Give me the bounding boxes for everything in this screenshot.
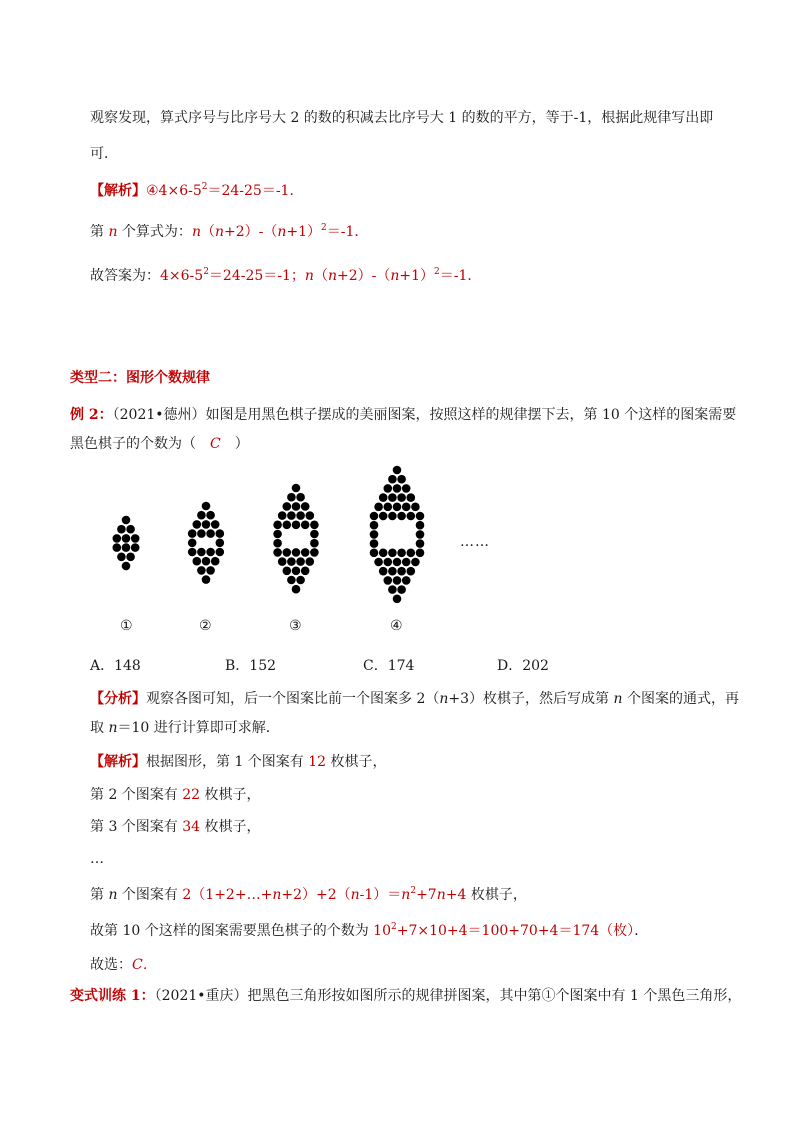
chess-piece-pattern-3 [292, 548, 301, 557]
chess-piece-pattern-4 [370, 521, 379, 530]
chess-piece-pattern-3 [287, 511, 296, 520]
chess-piece-pattern-4 [379, 567, 388, 576]
chess-piece-pattern-1 [122, 534, 131, 543]
chess-piece-pattern-2 [211, 557, 220, 566]
chess-piece-pattern-1 [131, 543, 140, 552]
chess-piece-pattern-3 [296, 557, 305, 566]
chess-piece-pattern-2 [188, 539, 197, 548]
chess-piece-pattern-3 [301, 567, 310, 576]
chess-piece-pattern-4 [397, 585, 406, 594]
chess-piece-pattern-3 [273, 539, 282, 548]
chess-pattern-figure [80, 430, 520, 630]
chess-piece-pattern-4 [416, 512, 425, 521]
chess-piece-pattern-3 [283, 548, 292, 557]
chess-piece-pattern-4 [384, 558, 393, 567]
chess-piece-pattern-4 [411, 558, 420, 567]
chess-piece-pattern-4 [388, 549, 397, 558]
choose-line: 故选：C． [90, 957, 157, 973]
chess-piece-pattern-3 [273, 521, 282, 530]
chess-piece-pattern-3 [306, 511, 315, 520]
chess-piece-pattern-4 [388, 585, 397, 594]
chess-piece-pattern-3 [273, 530, 282, 539]
chess-piece-pattern-3 [310, 530, 319, 539]
chess-piece-pattern-4 [374, 558, 383, 567]
fenxi-line-2: 取 n＝10 进行计算即可求解． [90, 720, 280, 736]
chess-piece-pattern-1 [113, 534, 122, 543]
observe-line-1: 观察发现，算式序号与比序号大 2 的数的积减去比序号大 1 的数的平方，等于-1，根据此规律写出即 [90, 110, 714, 126]
chess-piece-pattern-3 [283, 502, 292, 511]
chess-piece-pattern-3 [283, 521, 292, 530]
chess-piece-pattern-3 [287, 576, 296, 585]
figure-ellipsis: …… [460, 534, 490, 550]
chess-piece-pattern-4 [397, 493, 406, 502]
chess-piece-pattern-4 [407, 512, 416, 521]
final-line: 故第 10 个这样的图案需要黑色棋子的个数为 $10^2+7\times 10+4=100+70+4=174$（枚）． [90, 922, 649, 939]
chess-piece-pattern-4 [370, 539, 379, 548]
second-pattern-line: 第 2 个图案有 22 枚棋子， [90, 787, 261, 803]
chess-piece-pattern-3 [278, 557, 287, 566]
variant-label: 变式训练 1： [70, 988, 155, 1004]
chess-piece-pattern-3 [273, 548, 282, 557]
chess-piece-pattern-2 [202, 557, 211, 566]
option-d: D．202 [497, 658, 549, 674]
chess-piece-pattern-1 [126, 525, 135, 534]
chess-piece-pattern-3 [292, 585, 301, 594]
chess-piece-pattern-2 [197, 548, 206, 557]
chess-piece-pattern-2 [188, 529, 197, 538]
chess-piece-pattern-4 [393, 484, 402, 493]
chess-piece-pattern-3 [292, 502, 301, 511]
chess-piece-pattern-2 [197, 511, 206, 520]
chess-piece-pattern-2 [188, 548, 197, 557]
chess-piece-pattern-4 [384, 484, 393, 493]
chess-piece-pattern-2 [216, 529, 225, 538]
nth-formula-line: 第 n 个算式为：$n(n+2)-(n+1)^2=-1$． [90, 223, 369, 240]
chess-piece-pattern-3 [292, 521, 301, 530]
figure-label-1: ① [120, 618, 133, 634]
chess-piece-pattern-2 [206, 529, 215, 538]
figure-label-4: ④ [390, 618, 403, 634]
fenxi-line-1: 【分析】观察各图可知，后一个图案比前一个图案多 2（n+3）枚棋子，然后写成第 n 个图案的通式，再 [90, 691, 739, 707]
fenxi-tag: 【分析】 [90, 691, 146, 707]
chess-piece-pattern-4 [411, 503, 420, 512]
example-line-1: 例 2：（2021•德州）如图是用黑色棋子摆成的美丽图案，按照这样的规律摆下去，第 10 个这样的图案需要 [70, 407, 737, 423]
chess-piece-pattern-3 [306, 557, 315, 566]
chess-piece-pattern-4 [388, 475, 397, 484]
chess-piece-pattern-4 [416, 549, 425, 558]
chess-piece-pattern-2 [197, 529, 206, 538]
chess-piece-pattern-3 [310, 521, 319, 530]
chess-piece-pattern-4 [379, 549, 388, 558]
chess-piece-pattern-1 [131, 534, 140, 543]
chess-piece-pattern-3 [301, 502, 310, 511]
chess-piece-pattern-1 [122, 516, 131, 525]
chess-piece-pattern-4 [379, 493, 388, 502]
chess-piece-pattern-2 [216, 548, 225, 557]
chess-piece-pattern-3 [296, 576, 305, 585]
chess-piece-pattern-3 [310, 539, 319, 548]
chess-piece-pattern-1 [122, 543, 131, 552]
variant-line: 变式训练 1：（2021•重庆）把黑色三角形按如图所示的规律拼图案，其中第①个图案中有 1 个黑色三角形， [70, 988, 742, 1004]
option-c: C．174 [363, 658, 415, 674]
chess-piece-pattern-4 [384, 503, 393, 512]
chess-piece-pattern-4 [393, 595, 402, 604]
chess-piece-pattern-1 [122, 562, 131, 571]
chess-piece-pattern-3 [292, 484, 301, 493]
chess-piece-pattern-2 [193, 520, 202, 529]
chess-piece-pattern-2 [202, 575, 211, 584]
chess-piece-pattern-4 [393, 558, 402, 567]
chess-piece-pattern-3 [301, 548, 310, 557]
chess-piece-pattern-3 [287, 493, 296, 502]
chess-piece-pattern-4 [388, 567, 397, 576]
chess-piece-pattern-2 [216, 539, 225, 548]
chess-piece-pattern-3 [292, 567, 301, 576]
chess-piece-pattern-2 [202, 520, 211, 529]
chess-piece-pattern-3 [296, 493, 305, 502]
chess-piece-pattern-4 [416, 539, 425, 548]
chess-piece-pattern-2 [202, 502, 211, 511]
example-answer: C [210, 436, 221, 452]
chess-piece-pattern-4 [393, 466, 402, 475]
chess-piece-pattern-2 [197, 566, 206, 575]
chess-piece-pattern-1 [117, 525, 126, 534]
chess-piece-pattern-1 [113, 543, 122, 552]
chess-piece-pattern-4 [374, 503, 383, 512]
figure-label-2: ② [199, 618, 212, 634]
chess-piece-pattern-4 [370, 549, 379, 558]
chess-piece-pattern-3 [278, 511, 287, 520]
chess-piece-pattern-4 [416, 530, 425, 539]
chess-piece-pattern-3 [310, 548, 319, 557]
chess-piece-pattern-2 [206, 511, 215, 520]
answer-line: 故答案为：$4\times 6-5^2=24-25=-1$；$n(n+2)-(n+1)^2=-1$． [90, 267, 482, 284]
chess-piece-pattern-4 [397, 512, 406, 521]
chess-piece-pattern-4 [402, 558, 411, 567]
jiexi2-tag: 【解析】 [90, 754, 146, 770]
chess-piece-pattern-4 [402, 503, 411, 512]
jiexi-line: 【解析】$④4\times 6-5^2=24-25=-1$． [90, 182, 304, 199]
jiexi2-line-1: 【解析】根据图形，第 1 个图案有 12 枚棋子， [90, 754, 387, 770]
chess-piece-pattern-4 [407, 493, 416, 502]
chess-piece-pattern-4 [384, 576, 393, 585]
chess-piece-pattern-2 [206, 566, 215, 575]
jiexi-tag: 【解析】 [90, 183, 146, 199]
chess-piece-pattern-2 [193, 557, 202, 566]
example-line-2: 黑色棋子的个数为（ C ） [70, 436, 249, 452]
chess-piece-pattern-2 [211, 520, 220, 529]
chess-piece-pattern-4 [393, 576, 402, 585]
example-label: 例 2： [70, 407, 113, 423]
chess-piece-pattern-4 [407, 567, 416, 576]
chess-piece-pattern-2 [206, 548, 215, 557]
type-heading: 类型二：图形个数规律 [70, 370, 210, 386]
chess-piece-pattern-4 [407, 549, 416, 558]
chess-piece-pattern-4 [370, 530, 379, 539]
chess-piece-pattern-4 [397, 567, 406, 576]
observe-line-2: 可． [90, 146, 118, 162]
chess-piece-pattern-4 [379, 512, 388, 521]
chess-piece-pattern-4 [397, 549, 406, 558]
chess-piece-pattern-4 [393, 503, 402, 512]
figure-label-3: ③ [289, 618, 302, 634]
chess-piece-pattern-4 [402, 484, 411, 493]
nth-pattern-line: 第 n 个图案有 $2(1+2+\dots+n+2)+2(n-1)=n^2+7n+4$ 枚棋子， [90, 886, 527, 903]
chess-piece-pattern-4 [416, 521, 425, 530]
chess-piece-pattern-4 [397, 475, 406, 484]
chess-piece-pattern-3 [283, 567, 292, 576]
chess-piece-pattern-1 [126, 553, 135, 562]
third-pattern-line: 第 3 个图案有 34 枚棋子， [90, 819, 261, 835]
option-a: A．148 [90, 658, 141, 674]
chess-piece-pattern-3 [296, 511, 305, 520]
chess-piece-pattern-3 [287, 557, 296, 566]
chess-piece-pattern-4 [370, 512, 379, 521]
chess-piece-pattern-4 [388, 493, 397, 502]
chess-piece-pattern-4 [388, 512, 397, 521]
chess-piece-pattern-4 [402, 576, 411, 585]
chess-piece-pattern-1 [117, 553, 126, 562]
chess-piece-pattern-3 [301, 521, 310, 530]
option-b: B．152 [225, 658, 277, 674]
ellipsis-line: … [90, 851, 104, 867]
